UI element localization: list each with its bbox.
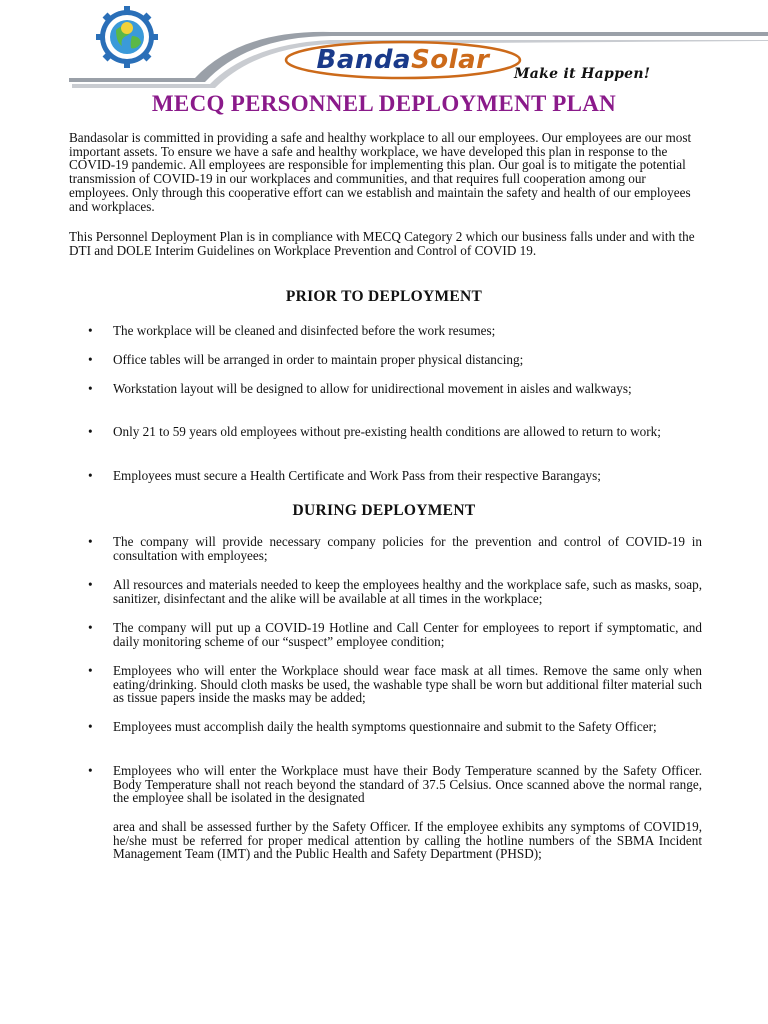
intro-paragraph-1: Bandasolar is committed in providing a safe and healthy workplace to all our employees. Our employees are our most important assets. To ensure we have a safe and healthy workplace, we have developed this plan in response to the COVID-19 pandemic. All employees are responsible for implementing this plan. Our goal is to mitigate the potential transmission of COVID-19 in our workplaces and communities, and that requires full cooperation among our employees. Only through this cooperative effort can we establish and maintain the safety and health of our employees and workplaces.: [69, 130, 692, 214]
bullet-icon: •: [88, 577, 93, 592]
list-item-text: Employees must accomplish daily the health symptoms questionnaire and submit to the Safety Officer;: [113, 719, 657, 734]
bullet-icon: •: [88, 381, 93, 396]
list-item-text: Office tables will be arranged in order to maintain proper physical distancing;: [113, 352, 524, 367]
list-item-text: Only 21 to 59 years old employees without pre-existing health conditions are allowed to return to work;: [113, 424, 661, 439]
bullet-icon: •: [88, 534, 93, 549]
globe-gear-logo-icon: [96, 6, 158, 68]
brand-name-part1: Banda: [316, 45, 412, 75]
page-title: MECQ PERSONNEL DEPLOYMENT PLAN: [151, 91, 617, 116]
list-item-text: Employees who will enter the Workplace must have their Body Temperature scanned by the Safety Officer. Body Temperature shall not reach beyond the standard of 37.5 Celsius. Once scanned above the normal range, the employee shall be isolated in the designated: [113, 763, 702, 806]
brand-name-part2: Solar: [411, 45, 490, 75]
intro-paragraph-2: This Personnel Deployment Plan is in compliance with MECQ Category 2 which our business falls under and with the DTI and DOLE Interim Guidelines on Workplace Prevention and Control of COVID 19.: [69, 229, 695, 258]
list-item-text: The company will put up a COVID-19 Hotline and Call Center for employees to report if symptomatic, and daily monitoring scheme of our “suspect” employee condition;: [113, 620, 702, 649]
list-item-continuation: area and shall be assessed further by the Safety Officer. If the employee exhibits any symptoms of COVID19, he/she must be referred for proper medical attention by calling the hotline numbers of the SBMA Incident Management Team (IMT) and the Public Health and Safety Department (PHSD);: [113, 819, 702, 862]
bullet-icon: •: [88, 323, 93, 338]
list-item-text: Employees must secure a Health Certificate and Work Pass from their respective Barangays;: [113, 468, 601, 483]
bullet-icon: •: [88, 719, 93, 734]
bullet-icon: •: [88, 424, 93, 439]
bullet-icon: •: [88, 352, 93, 367]
section-heading-prior: PRIOR TO DEPLOYMENT: [285, 288, 483, 305]
brand-name: [284, 40, 522, 80]
list-item-text: Employees who will enter the Workplace should wear face mask at all times. Remove the same only when eating/drinking. Should cloth masks be used, the washable type shall be worn but additional filter material such as tissue papers inside the masks may be added;: [113, 663, 702, 706]
brand-logo: [284, 40, 522, 80]
bullet-icon: •: [88, 468, 93, 483]
bullet-icon: •: [88, 763, 93, 778]
bullet-icon: •: [88, 663, 93, 678]
list-item-text: The company will provide necessary company policies for the prevention and control of COVID-19 in consultation with employees;: [113, 534, 702, 563]
bullet-icon: •: [88, 620, 93, 635]
list-item-text: Workstation layout will be designed to allow for unidirectional movement in aisles and walkways;: [113, 381, 632, 396]
letterhead: [0, 0, 768, 95]
list-item-text: The workplace will be cleaned and disinfected before the work resumes;: [113, 323, 496, 338]
section-heading-during: DURING DEPLOYMENT: [292, 502, 476, 519]
tagline: Make it Happen!: [514, 66, 651, 82]
list-item-text: All resources and materials needed to keep the employees healthy and the workplace safe, such as masks, soap, sanitizer, disinfectant and the alike will be available at all times in the workplace;: [113, 577, 702, 606]
